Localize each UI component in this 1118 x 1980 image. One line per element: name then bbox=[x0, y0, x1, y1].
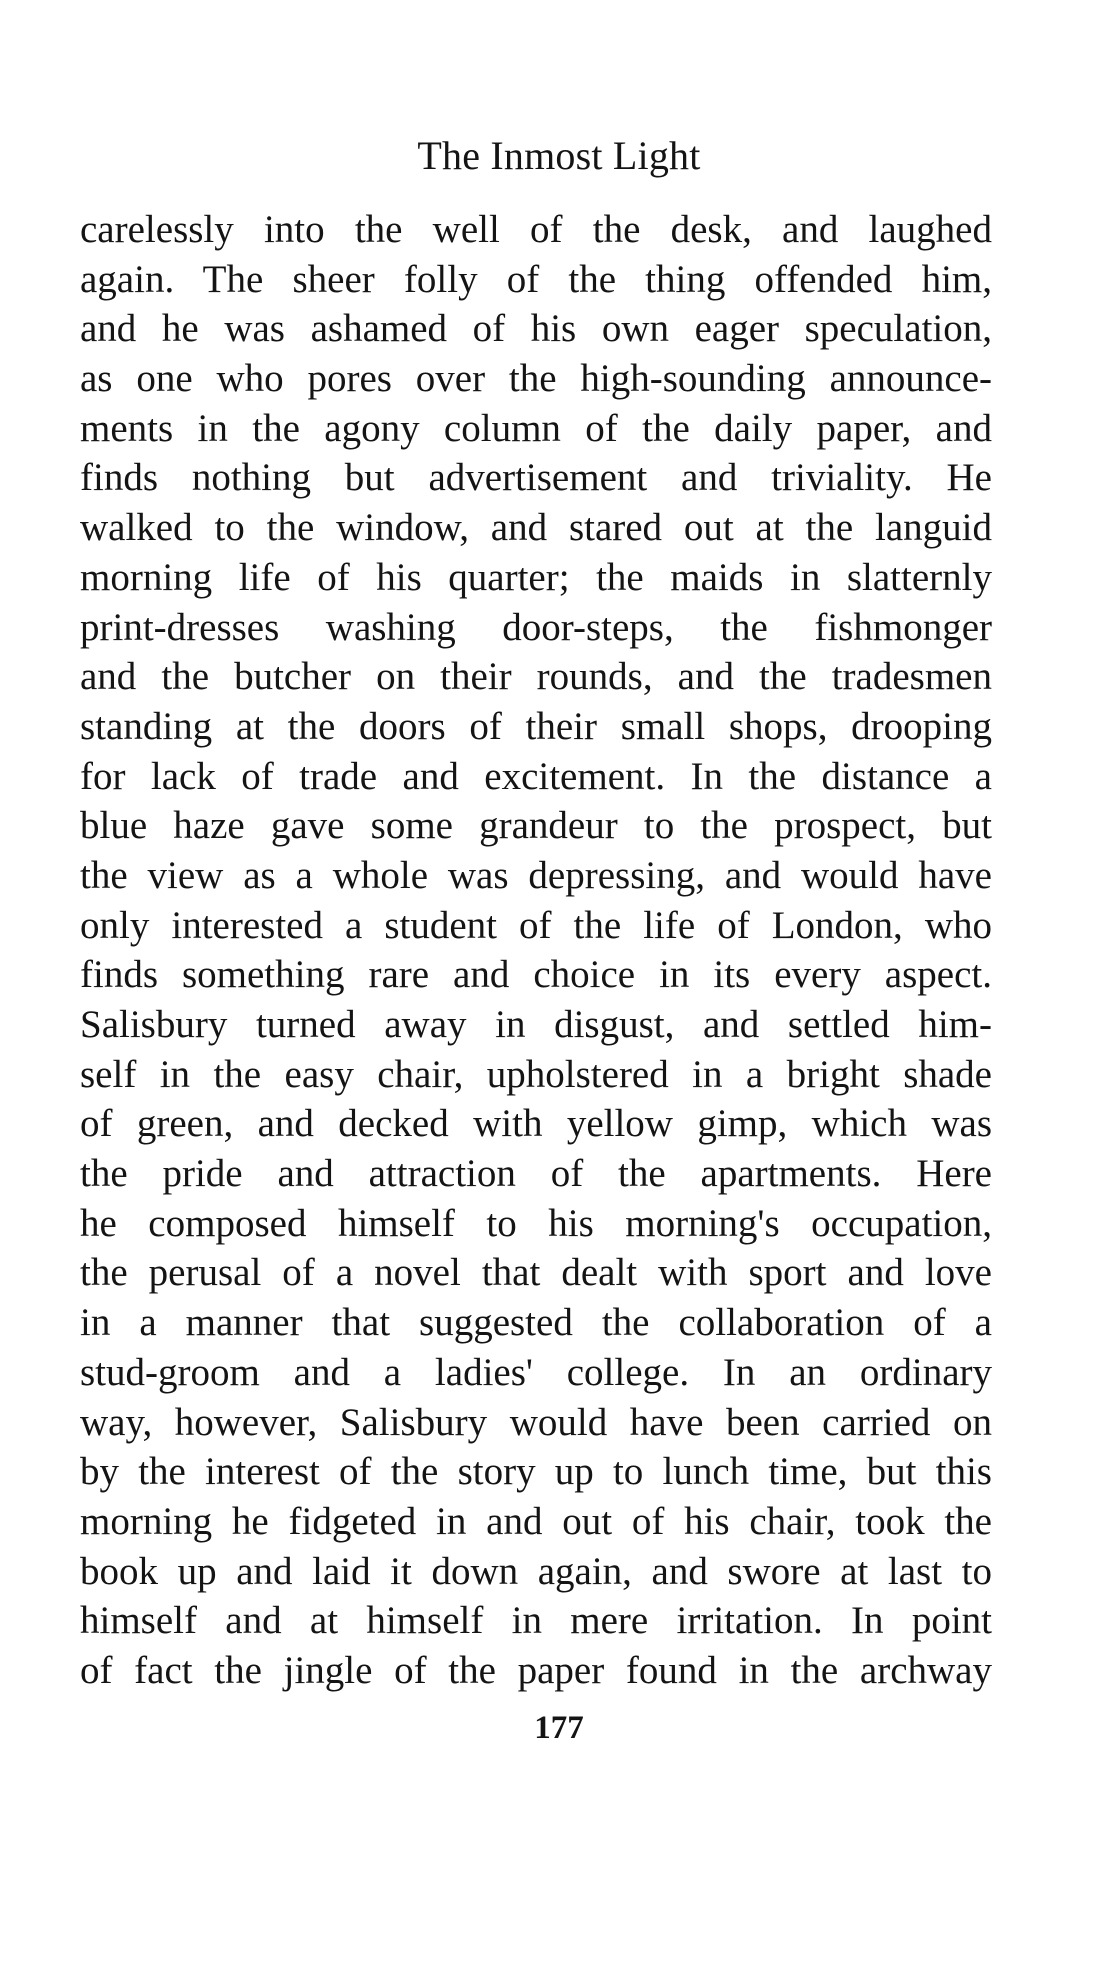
body-text bbox=[80, 205, 992, 1696]
text-line: in a manner that suggested the collaboration of a bbox=[80, 1301, 992, 1345]
text-line: of fact the jingle of the paper found in the archway bbox=[80, 1648, 992, 1692]
text-line: as one who pores over the high-sounding announce- bbox=[80, 357, 992, 401]
text-line: of green, and decked with yellow gimp, which was bbox=[80, 1102, 992, 1146]
text-line: self in the easy chair, upholstered in a bright shade bbox=[80, 1052, 992, 1096]
text-line: again. The sheer folly of the thing offended him, bbox=[80, 257, 992, 301]
text-line: and the butcher on their rounds, and the tradesmen bbox=[80, 655, 992, 699]
running-head: The Inmost Light bbox=[417, 133, 701, 178]
text-line: morning life of his quarter; the maids in slatternly bbox=[80, 555, 992, 599]
text-line: he composed himself to his morning's occupation, bbox=[80, 1201, 992, 1245]
text-line: only interested a student of the life of London, who bbox=[80, 903, 992, 947]
text-line: Salisbury turned away in disgust, and settled him- bbox=[80, 1003, 992, 1046]
text-line: finds something rare and choice in its every aspect. bbox=[80, 953, 992, 997]
text-line: the pride and attraction of the apartments. Here bbox=[80, 1152, 992, 1196]
text-line: walked to the window, and stared out at the languid bbox=[80, 506, 992, 550]
text-line: blue haze gave some grandeur to the prospect, but bbox=[80, 804, 992, 848]
text-line: way, however, Salisbury would have been carried on bbox=[80, 1400, 992, 1444]
text-line: ments in the agony column of the daily paper, and bbox=[80, 406, 992, 450]
text-line: for lack of trade and excitement. In the distance a bbox=[80, 754, 992, 798]
text-line: stud-groom and a ladies' college. In an ordinary bbox=[80, 1350, 992, 1394]
page-number: 177 bbox=[534, 1710, 584, 1746]
text-line: carelessly into the well of the desk, and laughed bbox=[80, 208, 992, 251]
text-line: and he was ashamed of his own eager speculation, bbox=[80, 307, 992, 351]
text-line: book up and laid it down again, and swore at last to bbox=[80, 1549, 992, 1593]
text-line: morning he fidgeted in and out of his chair, took the bbox=[80, 1499, 992, 1543]
text-line: by the interest of the story up to lunch time, but this bbox=[80, 1450, 992, 1494]
text-line: print-dresses washing door-steps, the fishmonger bbox=[80, 605, 992, 649]
text-line: standing at the doors of their small shops, drooping bbox=[80, 704, 992, 748]
text-line: himself and at himself in mere irritation. In point bbox=[80, 1599, 992, 1643]
text-line: finds nothing but advertisement and triviality. He bbox=[80, 456, 992, 500]
text-line: the view as a whole was depressing, and would have bbox=[80, 853, 992, 897]
text-line: the perusal of a novel that dealt with sport and love bbox=[80, 1251, 992, 1295]
